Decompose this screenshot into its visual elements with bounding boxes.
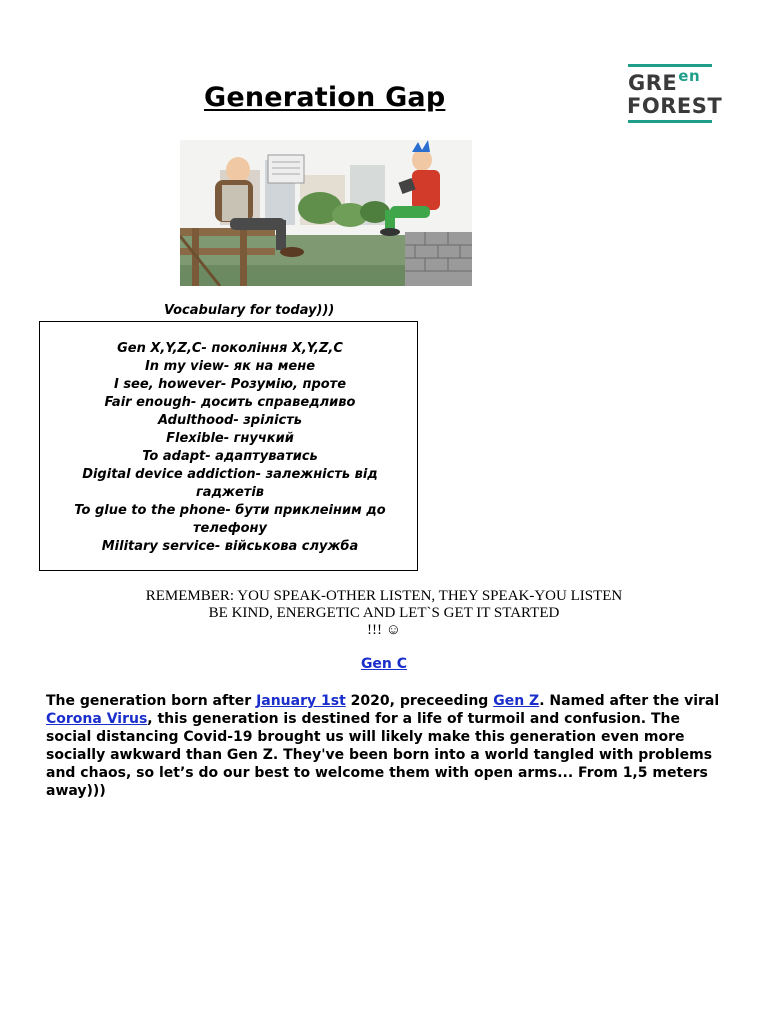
- gen-c-heading: [0, 656, 768, 672]
- remember-notice: [0, 588, 768, 639]
- vocab-item: To glue to the phone- бути приклеіним до телефону: [74, 503, 386, 536]
- remember-line-3: !!! ☺: [366, 622, 402, 638]
- document-title: Generation Gap: [204, 82, 446, 113]
- logo-line-2: FOREST: [627, 94, 723, 118]
- vocabulary-box: [39, 321, 418, 571]
- january-1st-link[interactable]: January 1st: [256, 693, 346, 709]
- logo-line-1: [628, 67, 701, 95]
- vocabulary-heading: Vocabulary for today))): [164, 303, 335, 318]
- vocab-item: Military service- військова служба: [101, 539, 359, 554]
- vocab-item: Flexible- гнучкий: [166, 431, 294, 446]
- vocab-item: Digital device addiction- залежність від гаджетів: [82, 467, 378, 500]
- vocab-item: In my view- як на мене: [144, 359, 316, 374]
- logo-text-gre: GRE: [628, 71, 678, 95]
- paragraph-text: . Named after the viral: [539, 693, 720, 709]
- vocabulary-list: [60, 340, 400, 556]
- corona-virus-link[interactable]: Corona Virus: [46, 711, 148, 727]
- logo-bottom-bar: [628, 120, 712, 123]
- green-forest-logo: [626, 64, 723, 124]
- vocab-item: To adapt- адаптуватись: [142, 449, 318, 464]
- vocab-item: Gen X,Y,Z,C- покоління X,Y,Z,C: [117, 341, 343, 356]
- illustration-svg: [180, 140, 472, 286]
- cartoon-generation-gap-image: [180, 140, 472, 286]
- remember-line-1: REMEMBER: YOU SPEAK-OTHER LISTEN, THEY SPEAK-YOU LISTEN: [145, 588, 623, 604]
- vocab-item: Adulthood- зрілість: [158, 413, 302, 428]
- vocab-item: I see, however- Розумію, проте: [113, 377, 347, 392]
- gen-z-link[interactable]: Gen Z: [493, 693, 540, 709]
- logo-text-en: en: [678, 67, 701, 85]
- paragraph-text: 2020, preceeding: [345, 693, 494, 709]
- gen-c-link[interactable]: Gen C: [360, 656, 408, 672]
- gen-c-paragraph: [46, 692, 726, 800]
- vocab-item: Fair enough- досить справедливо: [104, 395, 356, 410]
- remember-line-2: BE KIND, ENERGETIC AND LET`S GET IT STARTED: [208, 605, 560, 621]
- paragraph-text: The generation born after: [46, 693, 257, 709]
- paragraph-text: , this generation is destined for a life of turmoil and confusion. The social distancing Covid-19 brought us will likely make this generation even more socially awkward than Gen Z. They've been born into a world tangled with problems and chaos, so let’s do our best to welcome them with open arms... From 1,5 meters away))): [46, 711, 713, 799]
